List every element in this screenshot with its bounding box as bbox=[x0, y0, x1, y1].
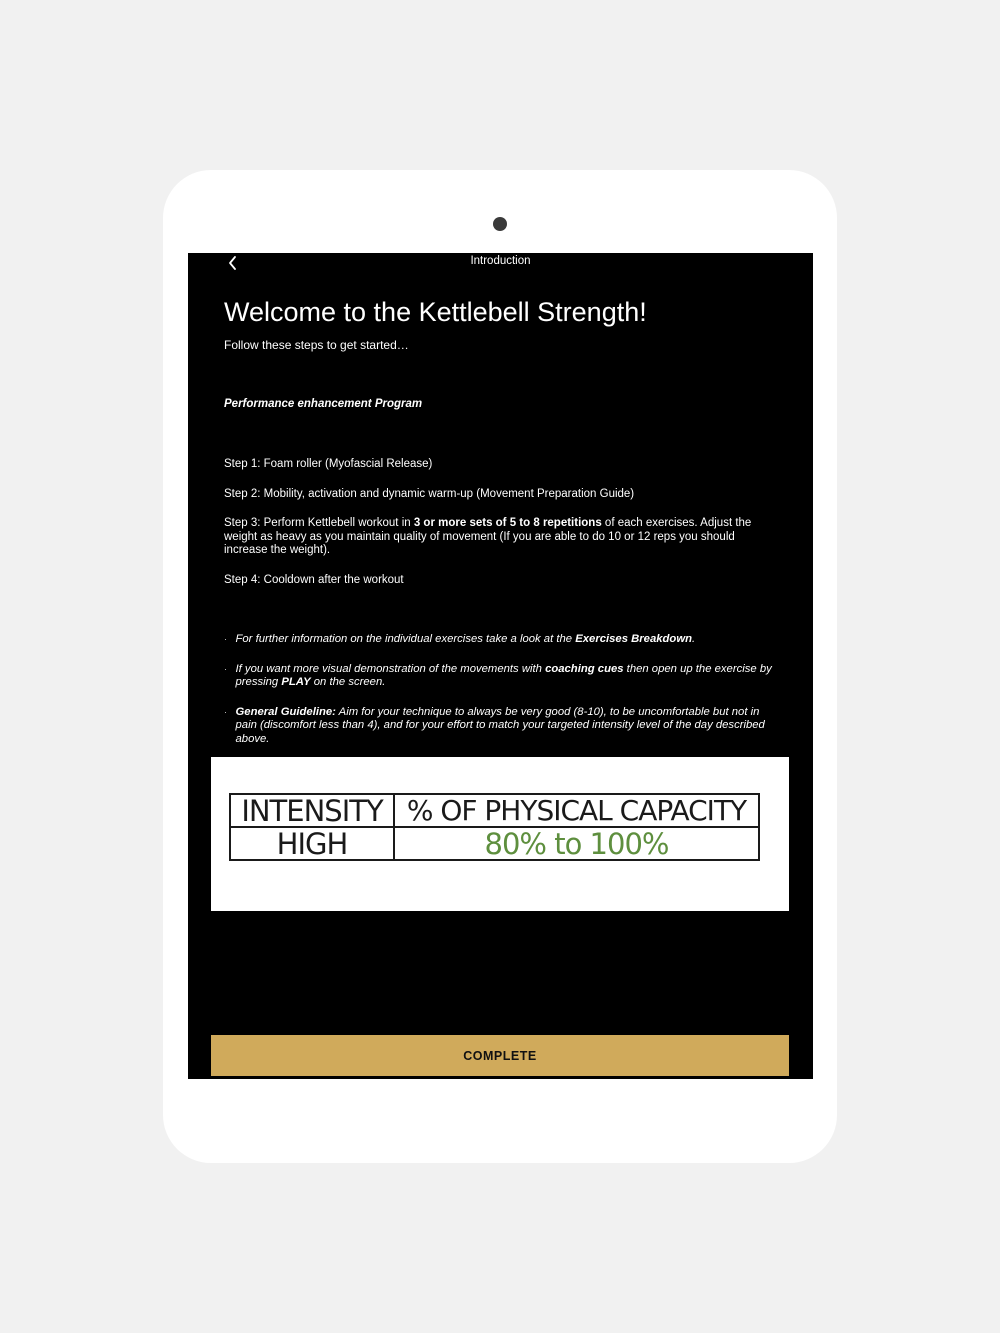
note-1-text: For further information on the individual exercises take a look at the bbox=[235, 633, 576, 645]
camera-dot bbox=[493, 217, 507, 231]
capacity-range: 80% to 100% bbox=[484, 826, 669, 861]
capacity-header: % OF PHYSICAL CAPACITY bbox=[395, 795, 758, 828]
intensity-panel bbox=[211, 757, 789, 911]
note-3-label: General Guideline: bbox=[235, 706, 336, 718]
welcome-heading: Welcome to the Kettlebell Strength! bbox=[224, 297, 647, 327]
note-1-end: . bbox=[692, 633, 696, 645]
welcome-subtitle: Follow these steps to get started… bbox=[224, 338, 409, 352]
note-2-mid: then open up the exercise by pressing bbox=[235, 663, 772, 689]
program-label: Performance enhancement Program bbox=[224, 398, 423, 410]
app-screen bbox=[188, 253, 813, 1079]
step-2: Step 2: Mobility, activation and dynamic warm-up (Movement Preparation Guide) bbox=[224, 488, 635, 500]
step-3-text-end: of each exercises. Adjust the weight as heavy as you maintain quality of movement (If you are able to do 10 or 12 reps you should increase the weight). bbox=[224, 517, 752, 556]
note-general-guideline bbox=[224, 706, 781, 746]
step-4: Step 4: Cooldown after the workout bbox=[224, 574, 404, 586]
intensity-level: HIGH bbox=[231, 828, 395, 859]
intensity-header: INTENSITY bbox=[231, 795, 395, 828]
tablet-frame bbox=[163, 170, 837, 1163]
step-3-sets-reps: 3 or more sets of 5 to 8 repetitions bbox=[413, 517, 602, 529]
step-3-text: Step 3: Perform Kettlebell workout in bbox=[224, 517, 414, 529]
complete-button[interactable]: COMPLETE bbox=[211, 1035, 789, 1076]
step-1: Step 1: Foam roller (Myofascial Release) bbox=[224, 458, 433, 470]
intensity-table bbox=[229, 793, 760, 861]
note-exercises-breakdown bbox=[224, 633, 781, 646]
bullet-dot: · bbox=[224, 664, 227, 674]
page-title: Introduction bbox=[470, 255, 531, 267]
note-3-text: Aim for your technique to always be very good (8-10), to be uncomfortable but not in pain (discomfort less than 4), and for your effort to match your targeted intensity level of the day described above. bbox=[235, 706, 765, 745]
note-2-text: If you want more visual demonstration of the movements with bbox=[235, 663, 546, 675]
note-2-play: PLAY bbox=[281, 676, 311, 689]
exercises-breakdown-link: Exercises Breakdown bbox=[575, 633, 693, 645]
bullet-dot: · bbox=[224, 707, 227, 717]
step-3 bbox=[224, 517, 777, 558]
note-coaching-cues bbox=[224, 663, 781, 690]
bullet-dot: · bbox=[224, 634, 227, 644]
note-2-end: on the screen. bbox=[310, 676, 386, 689]
note-2-coaching-cues: coaching cues bbox=[545, 663, 624, 675]
